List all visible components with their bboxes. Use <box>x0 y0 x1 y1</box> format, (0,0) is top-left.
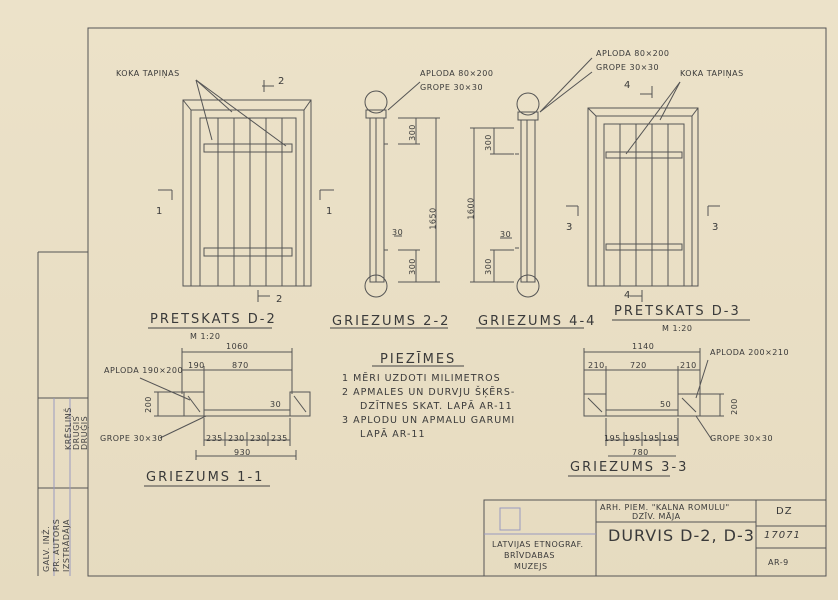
tb-dz: DZ <box>776 506 793 517</box>
section-mark-4-bottom: 4 <box>624 290 632 301</box>
dim-1-1-1060: 1060 <box>226 342 249 351</box>
notes-title: PIEZĪMES <box>380 352 457 367</box>
section-2-2 <box>365 82 440 297</box>
dim-1-1-200: 200 <box>143 396 153 413</box>
section-mark-3-left: 3 <box>566 222 574 233</box>
section-mark-1-right: 1 <box>326 206 334 217</box>
museum-line-3: MUZEJS <box>514 562 548 571</box>
dim-4-4-300-bottom: 300 <box>483 258 493 275</box>
museum-line-1: LATVIJAS ETNOGRAF. <box>492 540 584 549</box>
dim-1-1-190: 190 <box>188 361 205 370</box>
section-1-1 <box>140 348 310 460</box>
title-griezums-4-4: GRIEZUMS 4-4 <box>478 314 597 329</box>
note-2a: 2 APMALES UN DURVJU ŠĶĒRS- <box>342 387 516 398</box>
dim-1-1-235-a: 235 <box>206 434 223 443</box>
aploda-label-1-1: APLODA 190×200 <box>104 366 184 375</box>
dim-3-3-195-d: 195 <box>662 434 679 443</box>
scale-d2: M 1:20 <box>190 332 221 341</box>
aploda-label-4-4: APLODA 80×200 <box>596 49 670 58</box>
dim-2-2-30: 30 <box>392 228 404 237</box>
tb-number: 17071 <box>764 530 801 541</box>
project-subname: DZĪV. MĀJA <box>632 512 681 521</box>
dim-1-1-30: 30 <box>270 400 282 409</box>
section-mark-1-left: 1 <box>156 206 164 217</box>
sidebar-galv-inz: GALV. INŽ. <box>42 525 51 572</box>
note-3b: LAPĀ AR-11 <box>360 429 426 440</box>
dim-4-4-30: 30 <box>500 230 512 239</box>
title-griezums-2-2: GRIEZUMS 2-2 <box>332 314 451 329</box>
dim-1-1-235-b: 235 <box>271 434 288 443</box>
sidebar-name-3: DRUĢIS <box>80 415 89 450</box>
title-pretskats-d2: PRETSKATS D-2 <box>150 312 277 327</box>
sidebar-izstradaja: IZSTRĀDĀJA <box>62 518 71 572</box>
grope-label-1-1: GROPE 30×30 <box>100 434 164 443</box>
grope-label-2-2: GROPE 30×30 <box>420 83 484 92</box>
grope-label-4-4: GROPE 30×30 <box>596 63 660 72</box>
section-mark-3-right: 3 <box>712 222 720 233</box>
sidebar-name-2: DRUĢIS <box>72 415 81 450</box>
note-2b: DZĪTNES SKAT. LAPĀ AR-11 <box>360 401 513 412</box>
front-view-d3 <box>566 82 720 302</box>
aploda-label-3-3: APLODA 200×210 <box>710 348 790 357</box>
koka-tapinas-label-right: KOKA TAPIŅAS <box>680 69 744 78</box>
dim-4-4-300-top: 300 <box>483 134 493 151</box>
section-mark-2-bottom: 2 <box>276 294 284 305</box>
dim-3-3-200: 200 <box>729 398 739 415</box>
dim-3-3-195-b: 195 <box>624 434 641 443</box>
project-name: ARH. PIEM. "KALNA ROMULU" <box>600 503 730 512</box>
dim-2-2-300-top: 300 <box>407 124 417 141</box>
dim-3-3-210-a: 210 <box>588 361 605 370</box>
dim-3-3-210-b: 210 <box>680 361 697 370</box>
tb-sheet: AR-9 <box>768 558 789 567</box>
dim-1-1-930: 930 <box>234 448 251 457</box>
dim-1-1-870: 870 <box>232 361 249 370</box>
museum-stamp <box>500 508 520 530</box>
section-mark-2-top: 2 <box>278 76 286 87</box>
title-griezums-3-3: GRIEZUMS 3-3 <box>570 460 689 475</box>
dim-2-2-300-bottom: 300 <box>407 258 417 275</box>
front-view-d2 <box>158 80 334 302</box>
dim-3-3-1140: 1140 <box>632 342 655 351</box>
scale-d3: M 1:20 <box>662 324 693 333</box>
sidebar-pr-autors: PR. AUTORS <box>52 518 61 572</box>
dim-3-3-195-a: 195 <box>604 434 621 443</box>
dim-3-3-720: 720 <box>630 361 647 370</box>
dim-3-3-50: 50 <box>660 400 672 409</box>
koka-tapinas-label-left: KOKA TAPIŅAS <box>116 69 180 78</box>
dim-2-2-1650: 1650 <box>428 207 438 230</box>
aploda-label-2-2: APLODA 80×200 <box>420 69 494 78</box>
section-mark-4-top: 4 <box>624 80 632 91</box>
dim-3-3-195-c: 195 <box>643 434 660 443</box>
museum-line-2: BRĪVDABAS <box>504 551 555 560</box>
dim-3-3-780: 780 <box>632 448 649 457</box>
dim-1-1-230-a: 230 <box>228 434 245 443</box>
note-1: 1 MĒRI UZDOTI MILIMETROS <box>342 373 501 384</box>
dim-1-1-230-b: 230 <box>250 434 267 443</box>
title-griezums-1-1: GRIEZUMS 1-1 <box>146 470 265 485</box>
dim-4-4-1600: 1600 <box>466 197 476 220</box>
note-3a: 3 APLODU UN APMALU GARUMI <box>342 415 516 426</box>
drawing-title: DURVIS D-2, D-3 <box>608 526 755 545</box>
sidebar-name-1: KRĒSLIŅŠ <box>64 407 73 450</box>
grope-label-3-3: GROPE 30×30 <box>710 434 774 443</box>
title-pretskats-d3: PRETSKATS D-3 <box>614 304 741 319</box>
